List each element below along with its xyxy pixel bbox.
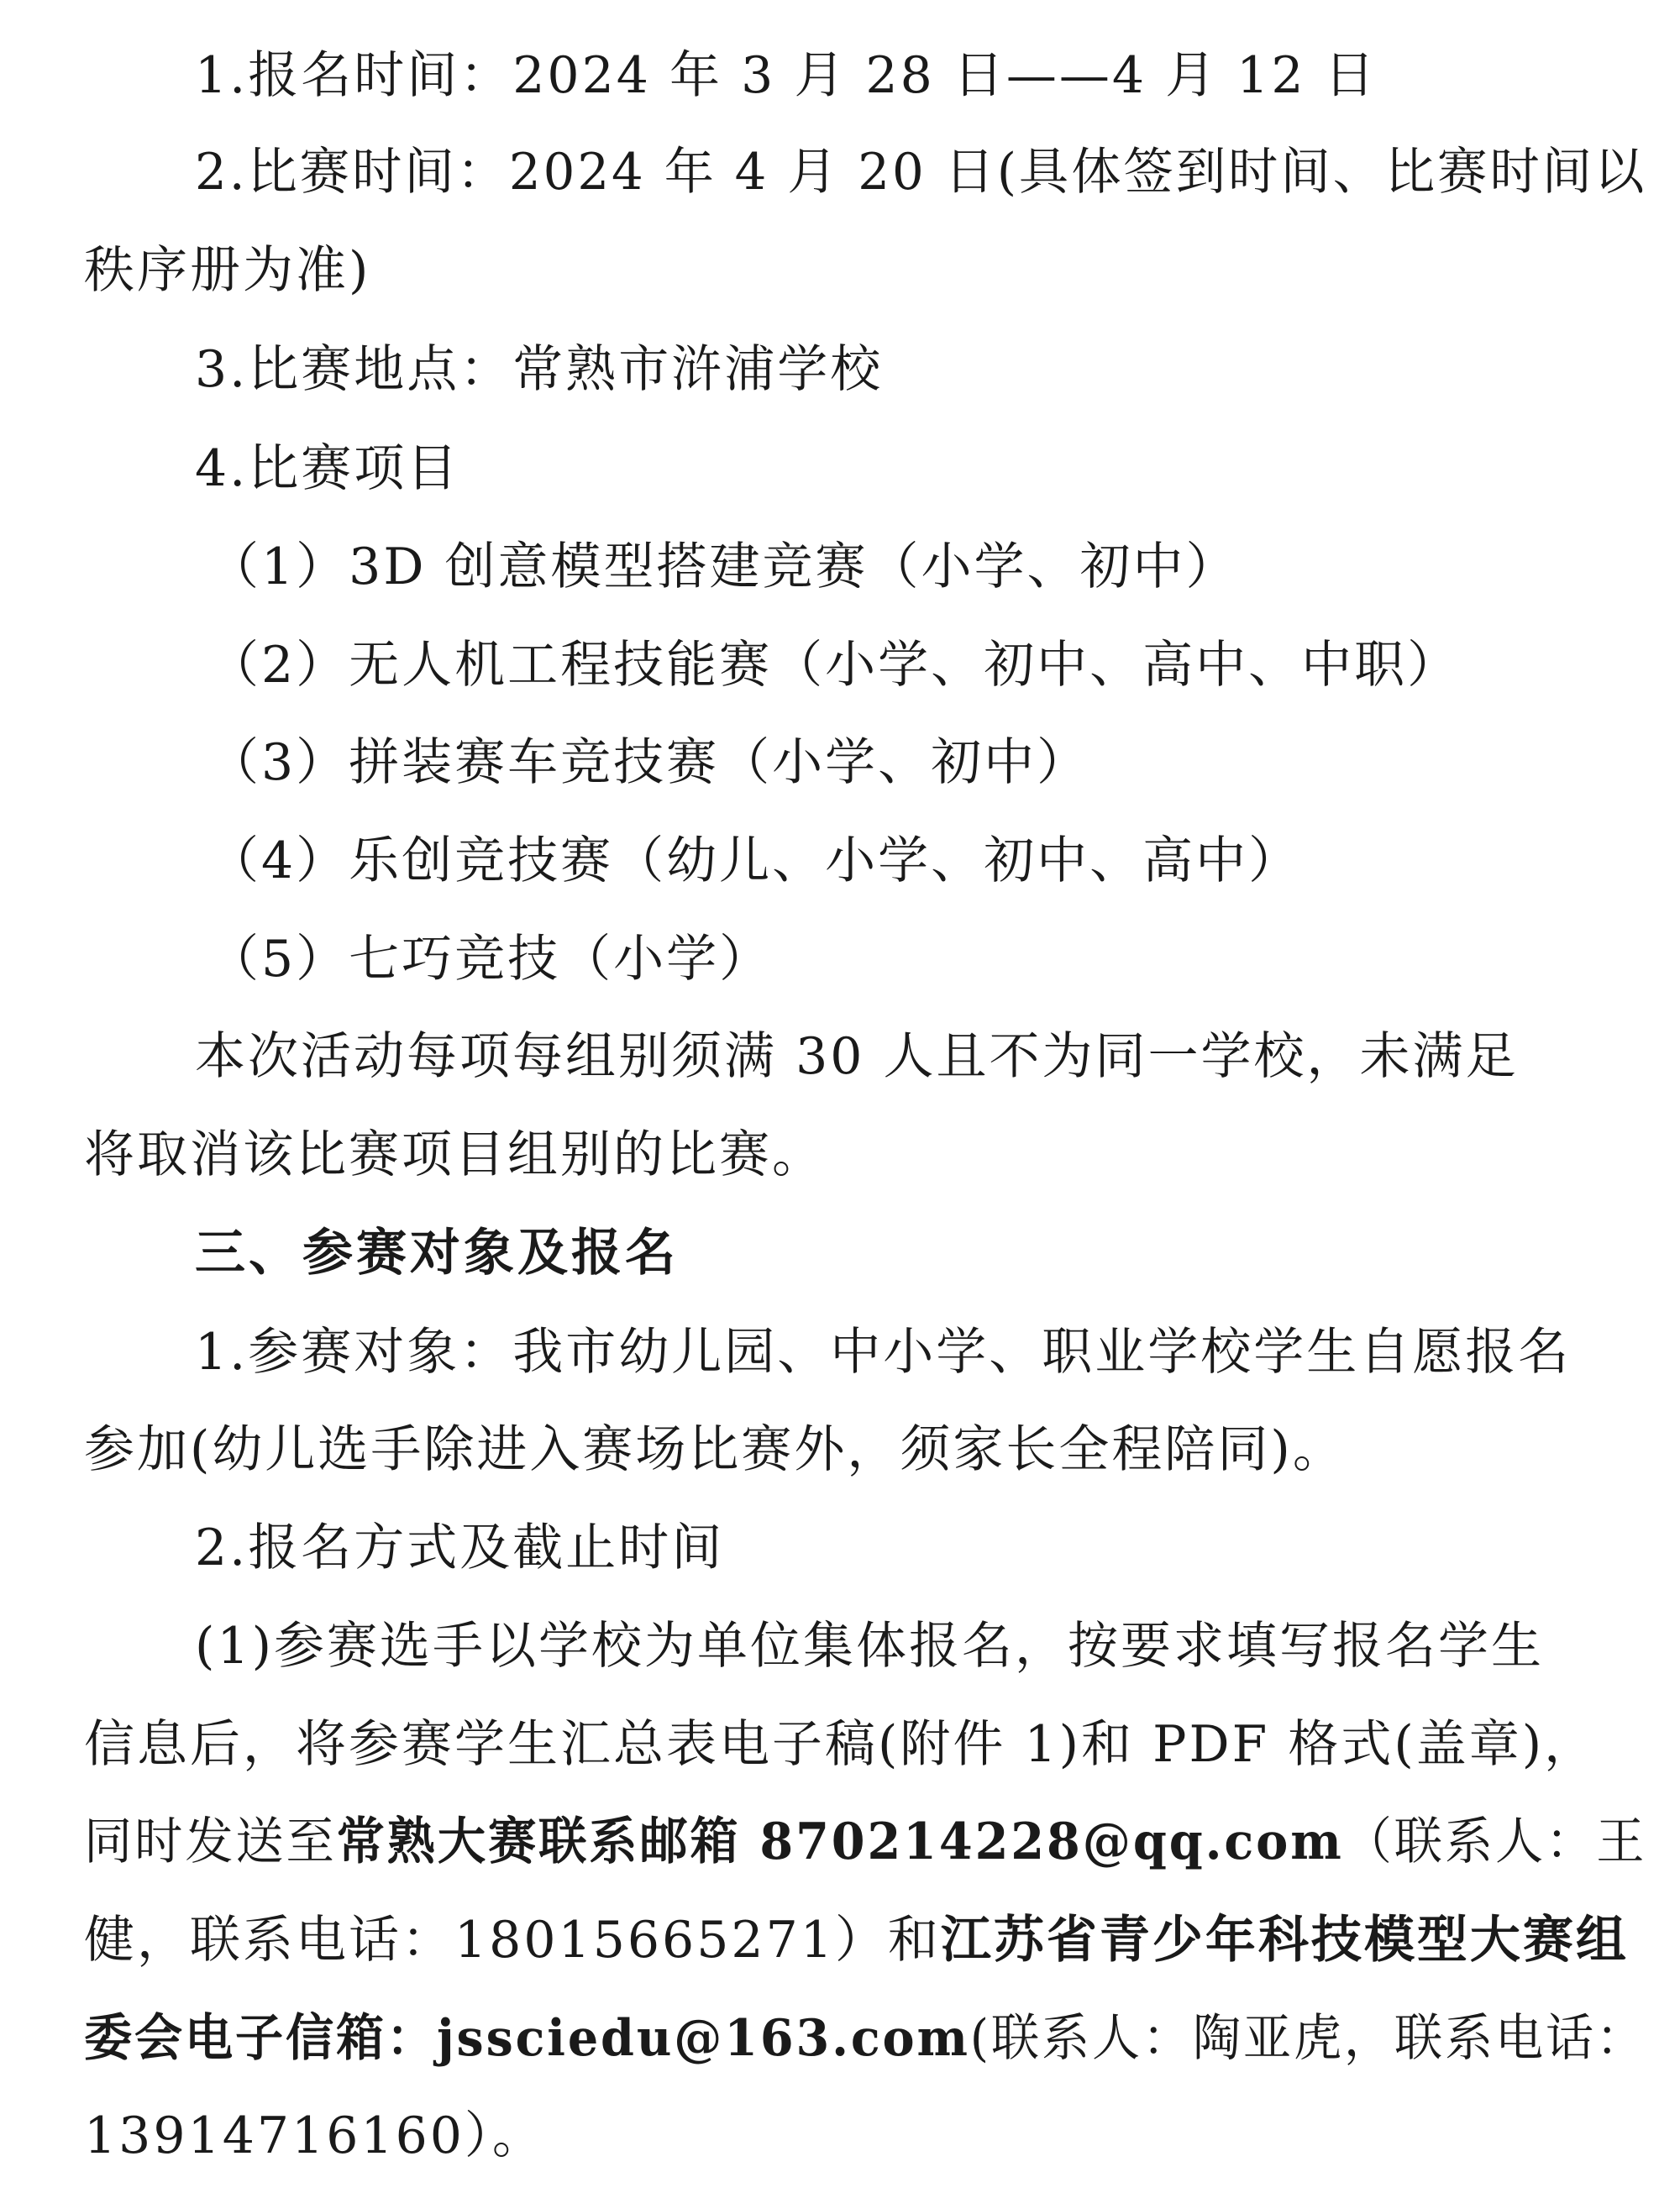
- method-line5: [84, 2005, 1646, 2072]
- method-line2: 信息后，将参赛学生汇总表电子稿(附件 1)和 PDF 格式(盖章)，: [84, 1715, 1598, 1774]
- event-item-4: （4）乐创竞技赛（幼儿、小学、初中、高中）: [208, 832, 1302, 890]
- method-line6: 13914716160）。: [84, 2106, 545, 2165]
- participants-line2: 参加(幼儿选手除进入赛场比赛外，须家长全程陪同)。: [84, 1420, 1346, 1479]
- registration-time: 1.报名时间：2024 年 3 月 28 日——4 月 12 日: [195, 46, 1378, 105]
- participants-line1: 1.参赛对象：我市幼儿园、中小学、职业学校学生自愿报名: [195, 1323, 1572, 1382]
- method-title: 2.报名方式及截止时间: [195, 1519, 725, 1577]
- method-line3: [84, 1808, 1646, 1876]
- method-line1: (1)参赛选手以学校为单位集体报名，按要求填写报名学生: [195, 1617, 1544, 1676]
- note-line1: 本次活动每项每组别须满 30 人且不为同一学校，未满足: [195, 1027, 1519, 1086]
- jiangsu-committee-email: 委会电子信箱：jssciedu@163.com: [84, 2009, 970, 2068]
- event-item-2: （2）无人机工程技能赛（小学、初中、高中、中职）: [208, 636, 1461, 695]
- event-item-5: （5）七巧竞技（小学）: [208, 930, 773, 989]
- note-line2: 将取消该比赛项目组别的比赛。: [84, 1125, 825, 1184]
- method-line3-suffix: （联系人：王: [1343, 1813, 1647, 1871]
- method-line3-prefix: 同时发送至: [84, 1813, 337, 1871]
- venue: 3.比赛地点：常熟市浒浦学校: [195, 340, 884, 399]
- section-heading: 三、参赛对象及报名: [195, 1224, 679, 1283]
- method-line5-suffix: (联系人：陶亚虎，联系电话：: [969, 2009, 1646, 2068]
- event-item-1: （1）3D 创意模型搭建竞赛（小学、初中）: [208, 538, 1239, 596]
- jiangsu-committee-name: 江苏省青少年科技模型大赛组: [940, 1911, 1629, 1970]
- method-line4-prefix: 健，联系电话：18015665271）和: [84, 1911, 941, 1970]
- event-item-3: （3）拼装赛车竞技赛（小学、初中）: [208, 733, 1090, 792]
- changshu-contact-email: 常熟大赛联系邮箱 870214228@qq.com: [336, 1813, 1344, 1871]
- competition-time-line1: 2.比赛时间：2024 年 4 月 20 日(具体签到时间、比赛时间以: [195, 143, 1647, 202]
- competition-time-line2: 秩序册为准): [84, 241, 371, 300]
- method-line4: [84, 1907, 1629, 1974]
- events-title: 4.比赛项目: [195, 439, 460, 498]
